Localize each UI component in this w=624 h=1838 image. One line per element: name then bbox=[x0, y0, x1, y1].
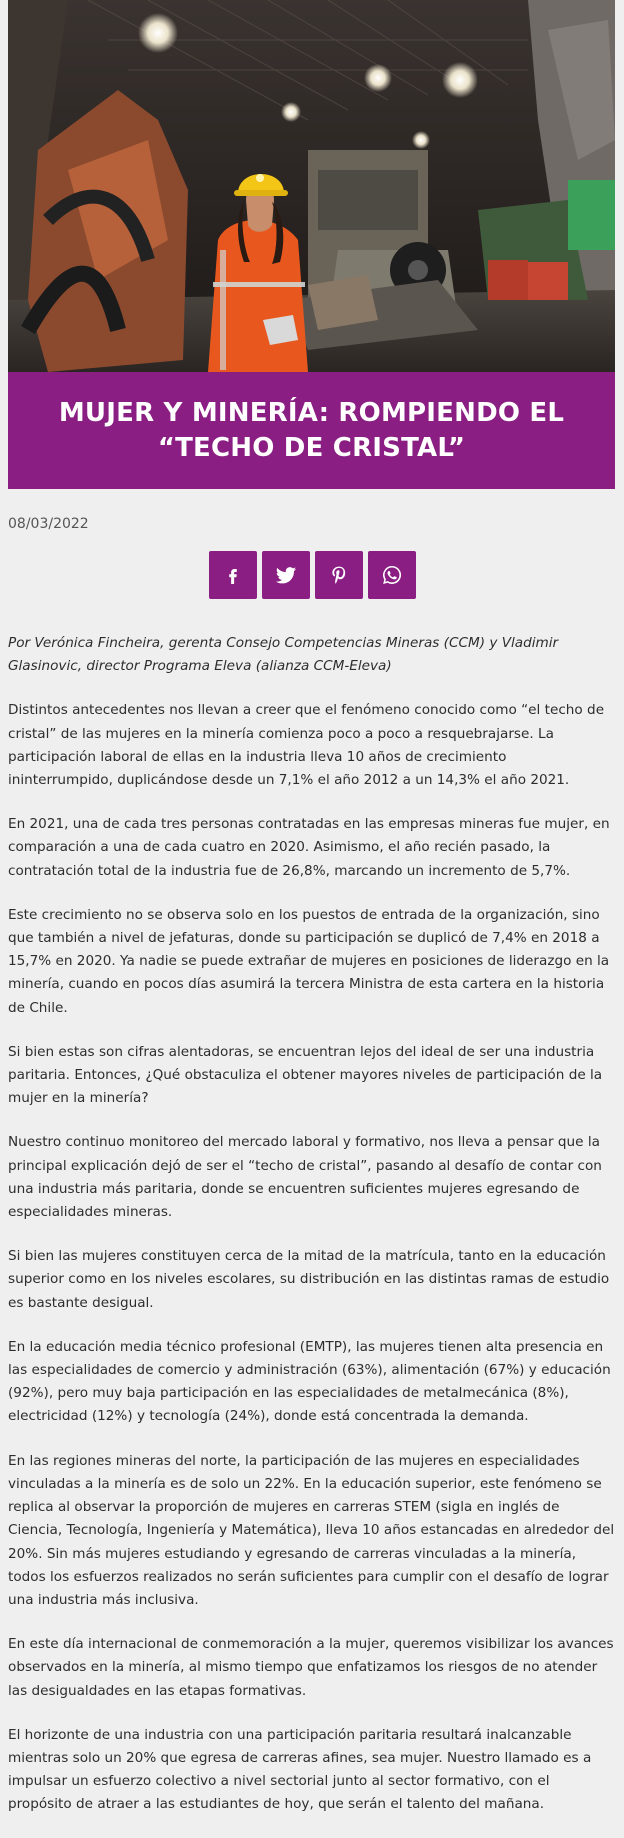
article-byline: Por Verónica Fincheira, gerenta Consejo Competencias Mineras (CCM) y Vladimir Glasinovic, director Programa Eleva (alianza CCM-Eleva) bbox=[8, 635, 559, 675]
title-band bbox=[8, 372, 615, 489]
article-paragraph: Si bien estas son cifras alentadoras, se encuentran lejos del ideal de ser una industria paritaria. Entonces, ¿Qué obstaculiza el obtener mayores niveles de participación de la mujer en la minería? bbox=[8, 1043, 603, 1107]
article-paragraph: En 2021, una de cada tres personas contratadas en las empresas mineras fue mujer, en comparación a una de cada cuatro en 2020. Asimismo, el año recién pasado, la contratación total de la industria fue de 26,8%, marcando un incremento de 5,7%. bbox=[8, 816, 610, 879]
article-container bbox=[8, 0, 615, 1813]
article-paragraph: Nuestro continuo monitoreo del mercado laboral y formativo, nos lleva a pensar que la principal explicación dejó de ser el “techo de cristal”, pasando al desafío de contar con una industria más paritaria, donde se encuentren suficientes mujeres egresando de especialidades mineras. bbox=[8, 1134, 602, 1221]
share-pinterest-button[interactable] bbox=[315, 551, 363, 599]
article-paragraph: Si bien las mujeres constituyen cerca de la mitad de la matrícula, tanto en la educación superior como en los niveles escolares, su distribución en las distintas ramas de estudio es bastante desigual. bbox=[8, 1248, 610, 1311]
share-twitter-button[interactable] bbox=[262, 551, 310, 599]
pinterest-icon bbox=[329, 565, 349, 585]
facebook-icon bbox=[224, 566, 242, 584]
share-buttons bbox=[209, 551, 416, 599]
article-paragraph: En la educación media técnico profesional (EMTP), las mujeres tienen alta presencia en las especialidades de comercio y administración (63%), alimentación (67%) y educación (92%), pero muy baja participación en las especialidades de metalmecánica (8%), electricidad (12%) y tecnología (24%), donde está concentrada la demanda. bbox=[8, 1338, 611, 1425]
article-title: MUJER Y MINERÍA: ROMPIENDO EL “TECHO DE CRISTAL” bbox=[58, 397, 565, 463]
article-paragraph: El horizonte de una industria con una participación paritaria resultará inalcanzable mientras solo un 20% que egresa de carreras afines, sea mujer. Nuestro llamado es a impulsar un esfuerzo colectivo a nivel sectorial junto al sector formativo, con el propósito de atraer a las estudiantes de hoy, que serán el talento del mañana. bbox=[8, 1726, 592, 1813]
share-whatsapp-button[interactable] bbox=[368, 551, 416, 599]
article-body bbox=[8, 632, 615, 1838]
article-paragraph: En las regiones mineras del norte, la participación de las mujeres en especialidades vinculadas a la minería es de solo un 22%. En la educación superior, este fenómeno se replica al observar la proporción de mujeres en carreras STEM (sigla en inglés de Ciencia, Tecnología, Ingeniería y Matemática), lleva 10 años estancadas en alrededor del 20%. Sin más mujeres estudiando y egresando de carreras vinculadas a la minería, todos los esfuerzos realizados no serán suficientes para cumplir con el desafío de lograr una industria más inclusiva. bbox=[8, 1452, 615, 1608]
article-paragraph: Distintos antecedentes nos llevan a creer que el fenómeno conocido como “el techo de cristal” de las mujeres en la minería comienza poco a poco a resquebrajarse. La participación laboral de ellas en la industria lleva 10 años de crecimiento ininterrumpido, duplicándose desde un 7,1% el año 2012 a un 14,3% el año 2021. bbox=[8, 702, 605, 789]
whatsapp-icon bbox=[381, 564, 403, 586]
twitter-icon bbox=[275, 564, 297, 586]
article-date: 08/03/2022 bbox=[8, 516, 89, 532]
hero-image bbox=[8, 0, 615, 372]
share-facebook-button[interactable] bbox=[209, 551, 257, 599]
article-paragraph: En este día internacional de conmemoración a la mujer, queremos visibilizar los avances observados en la minería, al mismo tiempo que enfatizamos los riesgos de no atender las desigualdades en las etapas formativas. bbox=[8, 1636, 614, 1699]
article-paragraph: Este crecimiento no se observa solo en los puestos de entrada de la organización, sino que también a nivel de jefaturas, donde su participación se duplicó de 7,4% en 2018 a 15,7% en 2020. Ya nadie se puede extrañar de mujeres en posiciones de liderazgo en la minería, cuando en pocos días asumirá la tercera Ministra de esta cartera en la historia de Chile. bbox=[8, 906, 610, 1016]
